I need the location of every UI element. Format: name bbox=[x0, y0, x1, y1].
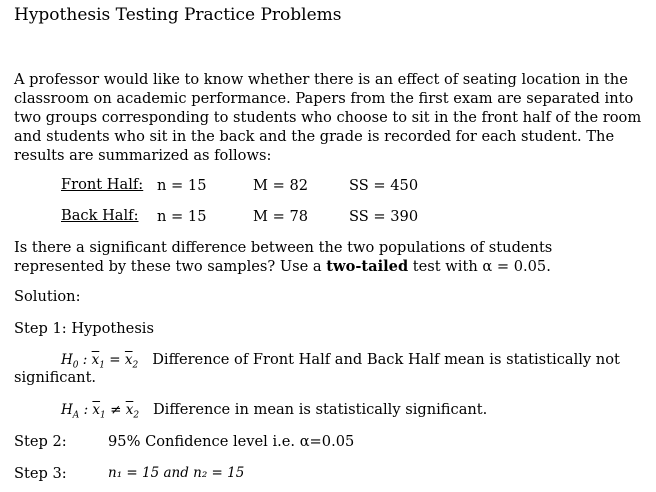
problem-paragraph: A professor would like to know whether there is an effect of seating location in the classroom on academic performance. Papers from the first exam are separated into two groups corresponding to students who choose to sit in the front half of the room and students who sit in the back and the grade is recorded for each student. The results are summarized as follows: bbox=[14, 71, 642, 164]
null-hypothesis-description: Difference of Front Half and Back Half mean is statistically not bbox=[152, 351, 620, 368]
alternative-hypothesis bbox=[61, 401, 487, 421]
alternative-hypothesis-description: Difference in mean is statistically significant. bbox=[152, 401, 488, 418]
step2-text: 95% Confidence level i.e. α=0.05 bbox=[108, 433, 355, 450]
null-hypothesis bbox=[61, 351, 620, 371]
front-half-label: Front Half: bbox=[61, 176, 144, 193]
front-half-n: n = 15 bbox=[157, 177, 207, 194]
question-text-start: Is there a significant difference between the two populations of students represented by these two samples? Use a bbox=[14, 239, 553, 275]
null-hypothesis-wrap: significant. bbox=[14, 369, 97, 386]
step3-formula: n₁ = 15 and n₂ = 15 bbox=[108, 465, 245, 481]
step2-label: Step 2: bbox=[14, 433, 67, 450]
question-text-end: test with α = 0.05. bbox=[408, 258, 551, 275]
back-half-n: n = 15 bbox=[157, 208, 207, 225]
question-paragraph bbox=[14, 238, 644, 276]
alternative-hypothesis-formula: $H_A$ : $\overline{x}_1 \ne \overline{x}_2$ bbox=[61, 402, 140, 421]
question-bold-term: two-tailed bbox=[326, 258, 409, 275]
front-half-mean: M = 82 bbox=[253, 177, 309, 194]
back-half-mean: M = 78 bbox=[253, 208, 309, 225]
back-half-label: Back Half: bbox=[61, 207, 139, 224]
page-title: Hypothesis Testing Practice Problems bbox=[14, 5, 342, 25]
null-hypothesis-formula: $H_0$ : $\overline{x}_1 = \overline{x}_2$ bbox=[61, 352, 139, 371]
back-half-ss: SS = 390 bbox=[349, 208, 419, 225]
step3-label: Step 3: bbox=[14, 465, 67, 482]
solution-label: Solution: bbox=[14, 288, 81, 305]
front-half-ss: SS = 450 bbox=[349, 177, 419, 194]
step1-label: Step 1: Hypothesis bbox=[14, 320, 154, 337]
